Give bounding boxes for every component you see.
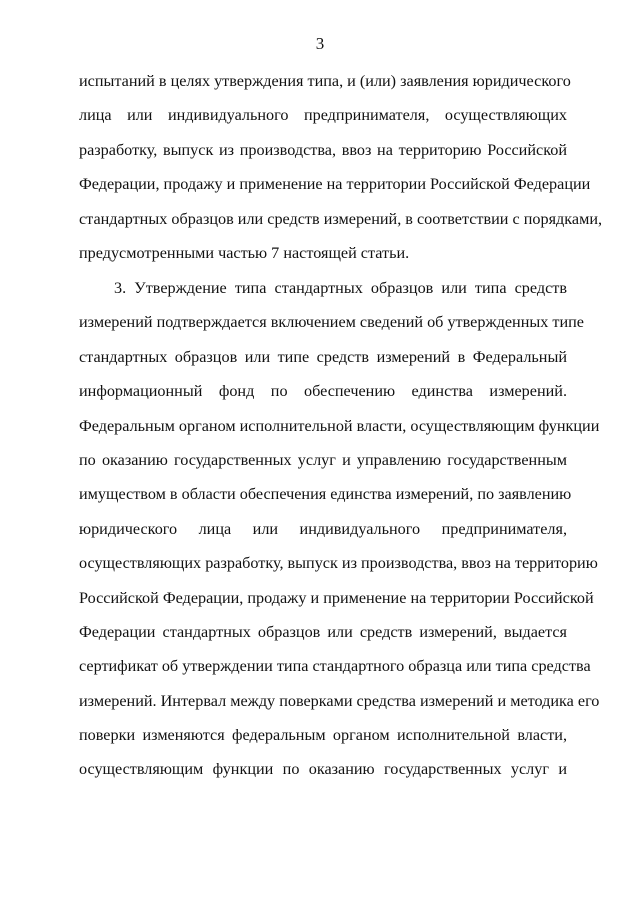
text-line: измерений подтверждается включением сведений об утвержденных типе: [79, 313, 584, 332]
text-line: предусмотренными частью 7 настоящей статьи.: [79, 243, 410, 262]
text-line: сертификат об утверждении типа стандартного образца или типа средства: [79, 657, 591, 676]
text-line: испытаний в целях утверждения типа, и (или) заявления юридического: [79, 72, 571, 90]
text-line: разработку, выпуск из производства, ввоз на территорию Российской: [79, 140, 567, 159]
text-line: имуществом в области обеспечения единства измерений, по заявлению: [79, 485, 572, 504]
text-line: стандартных образцов или типе средств измерений в Федеральный: [79, 347, 567, 366]
text-line: Федеральным органом исполнительной власти, осуществляющим функции: [79, 416, 600, 435]
text-line: поверки изменяются федеральным органом исполнительной власти,: [79, 726, 567, 745]
text-line: измерений. Интервал между поверками средства измерений и методика его: [79, 691, 600, 710]
text-line: информационный фонд по обеспечению единства измерений.: [79, 382, 567, 401]
text-line: Российской Федерации, продажу и применение на территории Российской: [79, 588, 594, 607]
paragraph-2: [79, 271, 600, 787]
text-line: юридического лица или индивидуального предпринимателя,: [79, 519, 567, 538]
text-line: лица или индивидуального предпринимателя, осуществляющих: [79, 106, 567, 125]
page-number: 3: [315, 34, 325, 53]
text-line: Федерации, продажу и применение на территории Российской Федерации: [79, 175, 591, 194]
text-line: стандартных образцов или средств измерений, в соответствии с порядками,: [79, 209, 603, 228]
paragraph-1: [79, 64, 603, 270]
text-line: по оказанию государственных услуг и управлению государственным: [79, 450, 567, 469]
text-line: осуществляющим функции по оказанию государственных услуг и: [79, 760, 567, 779]
text-line: Федерации стандартных образцов или средств измерений, выдается: [79, 622, 567, 641]
text-line: 3. Утверждение типа стандартных образцов или типа средств: [114, 279, 567, 297]
text-line: осуществляющих разработку, выпуск из производства, ввоз на территорию: [79, 554, 598, 573]
